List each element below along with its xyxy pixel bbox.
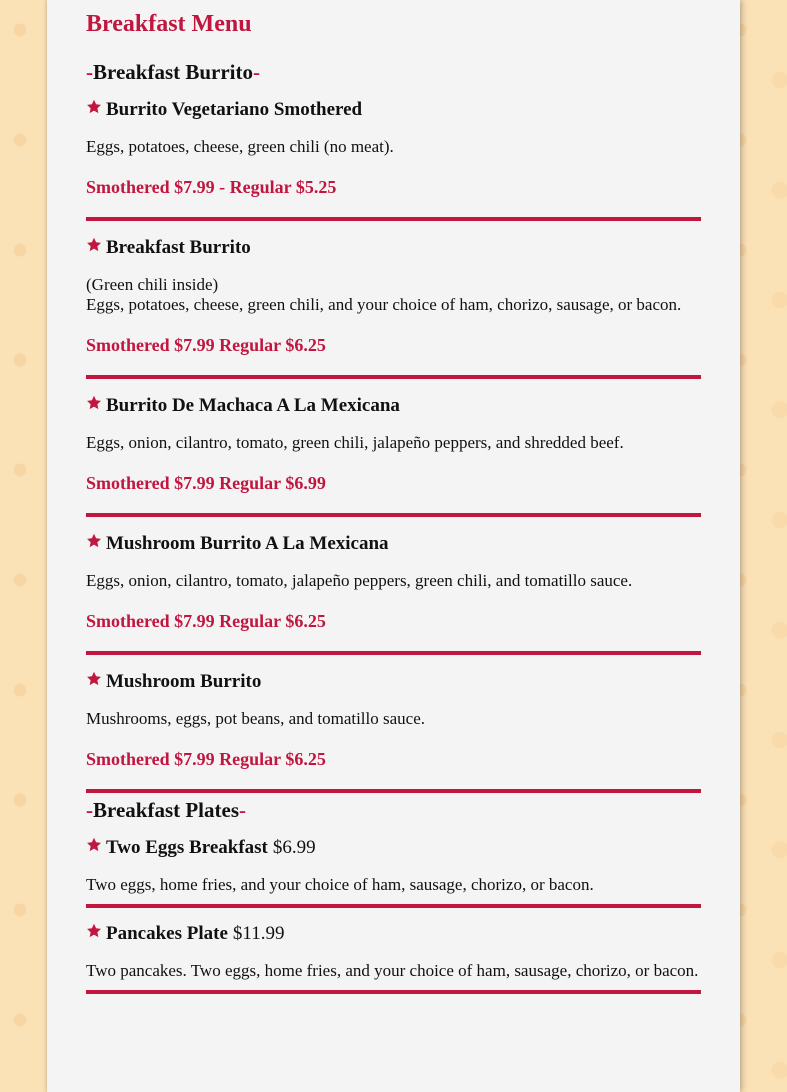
item-desc-text: Eggs, potatoes, cheese, green chili, and your choice of ham, chorizo, sausage, or bacon. [86, 295, 682, 314]
item-price: Smothered $7.99 Regular $6.99 [86, 473, 326, 493]
item-name-text: Burrito De Machaca A La Mexicana [106, 395, 400, 416]
section-heading-plates: -Breakfast Plates- [86, 798, 247, 822]
divider [86, 513, 701, 517]
item-name [86, 394, 701, 418]
item-description [86, 875, 701, 895]
menu-item [86, 836, 701, 908]
item-price: Smothered $7.99 Regular $6.25 [86, 611, 326, 631]
item-price: Smothered $7.99 Regular $6.25 [86, 335, 326, 355]
menu-item [86, 670, 701, 793]
item-description [86, 709, 701, 729]
menu-item [86, 98, 701, 221]
item-name-text: Breakfast Burrito [106, 237, 251, 258]
menu-content [86, 0, 701, 994]
item-name [86, 922, 701, 946]
item-price: $11.99 [232, 923, 285, 944]
divider [86, 651, 701, 655]
divider [86, 375, 701, 379]
item-name-text: Mushroom Burrito A La Mexicana [106, 533, 389, 554]
item-description [86, 961, 701, 981]
item-desc-text: Two pancakes. Two eggs, home fries, and your choice of ham, sausage, chorizo, or bacon. [86, 961, 699, 980]
item-name-text: Two Eggs Breakfast [106, 837, 268, 858]
section-heading-text: Breakfast Plates [93, 798, 240, 822]
item-desc-text: Eggs, potatoes, cheese, green chili (no meat). [86, 137, 394, 156]
page-title: Breakfast Menu [86, 11, 252, 37]
star-icon [86, 923, 102, 939]
divider [86, 904, 701, 908]
item-name-text: Burrito Vegetariano Smothered [106, 99, 363, 120]
section-heading-burrito: -Breakfast Burrito- [86, 60, 261, 84]
star-icon [86, 395, 102, 411]
item-price: Smothered $7.99 - Regular $5.25 [86, 177, 337, 197]
item-name [86, 670, 701, 694]
divider [86, 990, 701, 994]
item-description [86, 275, 701, 315]
menu-item [86, 532, 701, 655]
item-desc-text: Eggs, onion, cilantro, tomato, green chili, jalapeño peppers, and shredded beef. [86, 433, 624, 452]
item-desc-text: Two eggs, home fries, and your choice of ham, sausage, chorizo, or bacon. [86, 875, 594, 894]
item-note: (Green chili inside) [86, 275, 219, 294]
item-description [86, 571, 701, 591]
star-icon [86, 533, 102, 549]
menu-item [86, 922, 701, 994]
menu-panel [47, 0, 740, 1092]
item-description [86, 433, 701, 453]
star-icon [86, 237, 102, 253]
section-heading-text: Breakfast Burrito [93, 60, 254, 84]
star-icon [86, 671, 102, 687]
divider [86, 217, 701, 221]
item-name [86, 532, 701, 556]
menu-item [86, 394, 701, 517]
item-description [86, 137, 701, 157]
item-name [86, 836, 701, 860]
star-icon [86, 99, 102, 115]
divider [86, 789, 701, 793]
menu-item [86, 236, 701, 379]
item-price: $6.99 [272, 837, 316, 858]
item-price: Smothered $7.99 Regular $6.25 [86, 749, 326, 769]
item-name [86, 98, 701, 122]
item-name [86, 236, 701, 260]
star-icon [86, 837, 102, 853]
item-name-text: Mushroom Burrito [106, 671, 262, 692]
item-name-text: Pancakes Plate [106, 923, 228, 944]
item-desc-text: Eggs, onion, cilantro, tomato, jalapeño peppers, green chili, and tomatillo sauce. [86, 571, 633, 590]
item-desc-text: Mushrooms, eggs, pot beans, and tomatillo sauce. [86, 709, 426, 728]
